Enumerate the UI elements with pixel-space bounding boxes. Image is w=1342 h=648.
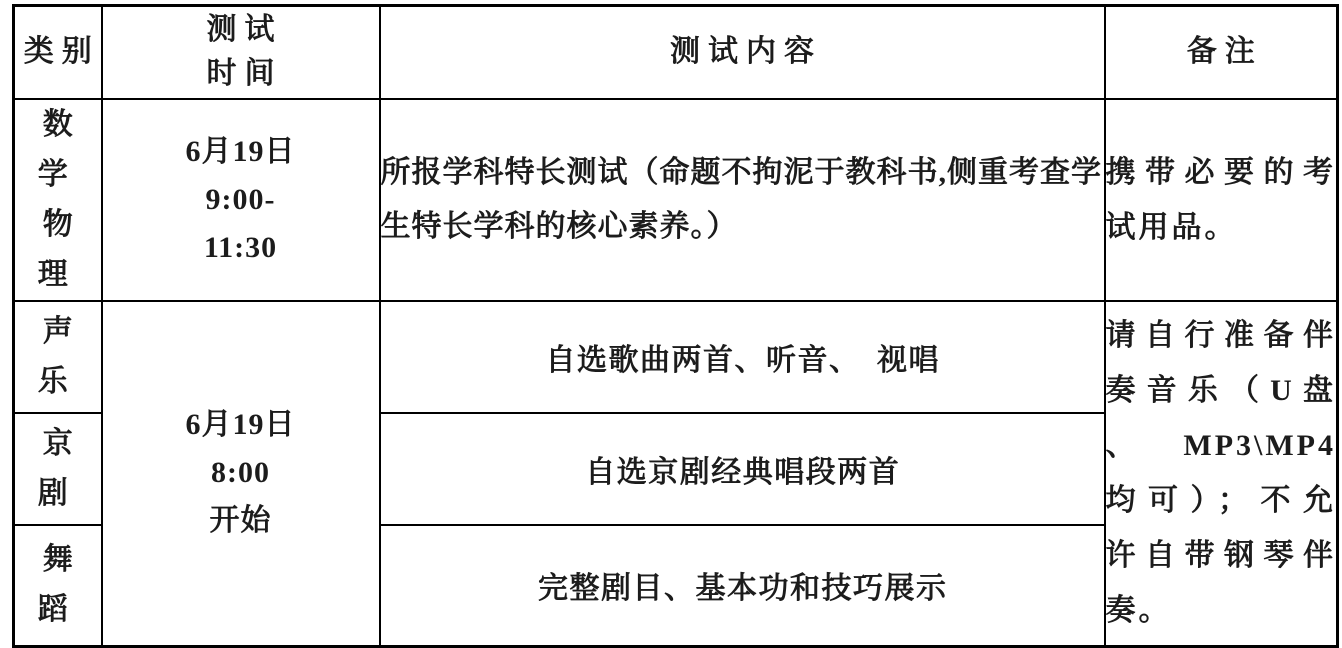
header-time-line-1: 测试 bbox=[206, 13, 283, 47]
content-cell-peking-opera: 自选京剧经典唱段两首 bbox=[380, 413, 1105, 525]
header-time bbox=[102, 6, 380, 99]
category-cell-peking-opera: 京剧 bbox=[14, 413, 102, 525]
header-row bbox=[14, 6, 1338, 99]
merged-remark-line-5: 许自带钢琴伴 bbox=[1105, 539, 1336, 573]
time-end-line: 11:30 bbox=[203, 230, 278, 264]
merged-time-begin-line: 开始 bbox=[209, 504, 272, 538]
content-cell-vocal: 自选歌曲两首、听音、 视唱 bbox=[380, 301, 1105, 413]
category-math-line: 数学 bbox=[37, 107, 83, 191]
merged-remark-line-2: 奏音乐（U盘 bbox=[1105, 374, 1336, 408]
time-date-line: 6月19日 bbox=[185, 134, 296, 168]
merged-remark-line-3: 、 MP3\MP4 bbox=[1105, 429, 1336, 463]
time-cell-merged-arts bbox=[102, 301, 380, 647]
category-cell-vocal: 声乐 bbox=[14, 301, 102, 413]
merged-remark-line-4: 均可）；不允 bbox=[1105, 484, 1336, 518]
row-vocal bbox=[14, 301, 1338, 413]
remark-cell-merged-arts bbox=[1105, 301, 1338, 647]
merged-remark-line-6: 奏。 bbox=[1105, 594, 1172, 628]
header-content: 测试内容 bbox=[380, 6, 1105, 99]
category-cell-math-physics bbox=[14, 99, 102, 301]
header-time-line-2: 时间 bbox=[206, 57, 283, 91]
row-math-physics bbox=[14, 99, 1338, 301]
remark-cell-math-physics bbox=[1105, 99, 1338, 301]
merged-time-date-line: 6月19日 bbox=[185, 408, 296, 442]
merged-remark-line-1: 请自行准备伴 bbox=[1105, 319, 1336, 353]
header-category: 类别 bbox=[14, 6, 102, 99]
time-start-line: 9:00- bbox=[205, 182, 276, 216]
remark-line-2: 试用品。 bbox=[1105, 210, 1238, 244]
remark-line-1: 携带必要的考 bbox=[1105, 155, 1336, 189]
content-cell-math-physics: 所报学科特长测试（命题不拘泥于教科书,侧重考查学生特长学科的核心素养。） bbox=[380, 99, 1105, 301]
time-cell-math-physics bbox=[102, 99, 380, 301]
content-cell-dance: 完整剧目、基本功和技巧展示 bbox=[380, 525, 1105, 647]
header-remark: 备注 bbox=[1105, 6, 1338, 99]
test-schedule-table bbox=[12, 4, 1339, 648]
merged-time-hour-line: 8:00 bbox=[211, 456, 270, 490]
category-physics-line: 物理 bbox=[37, 207, 83, 291]
category-cell-dance: 舞蹈 bbox=[14, 525, 102, 647]
